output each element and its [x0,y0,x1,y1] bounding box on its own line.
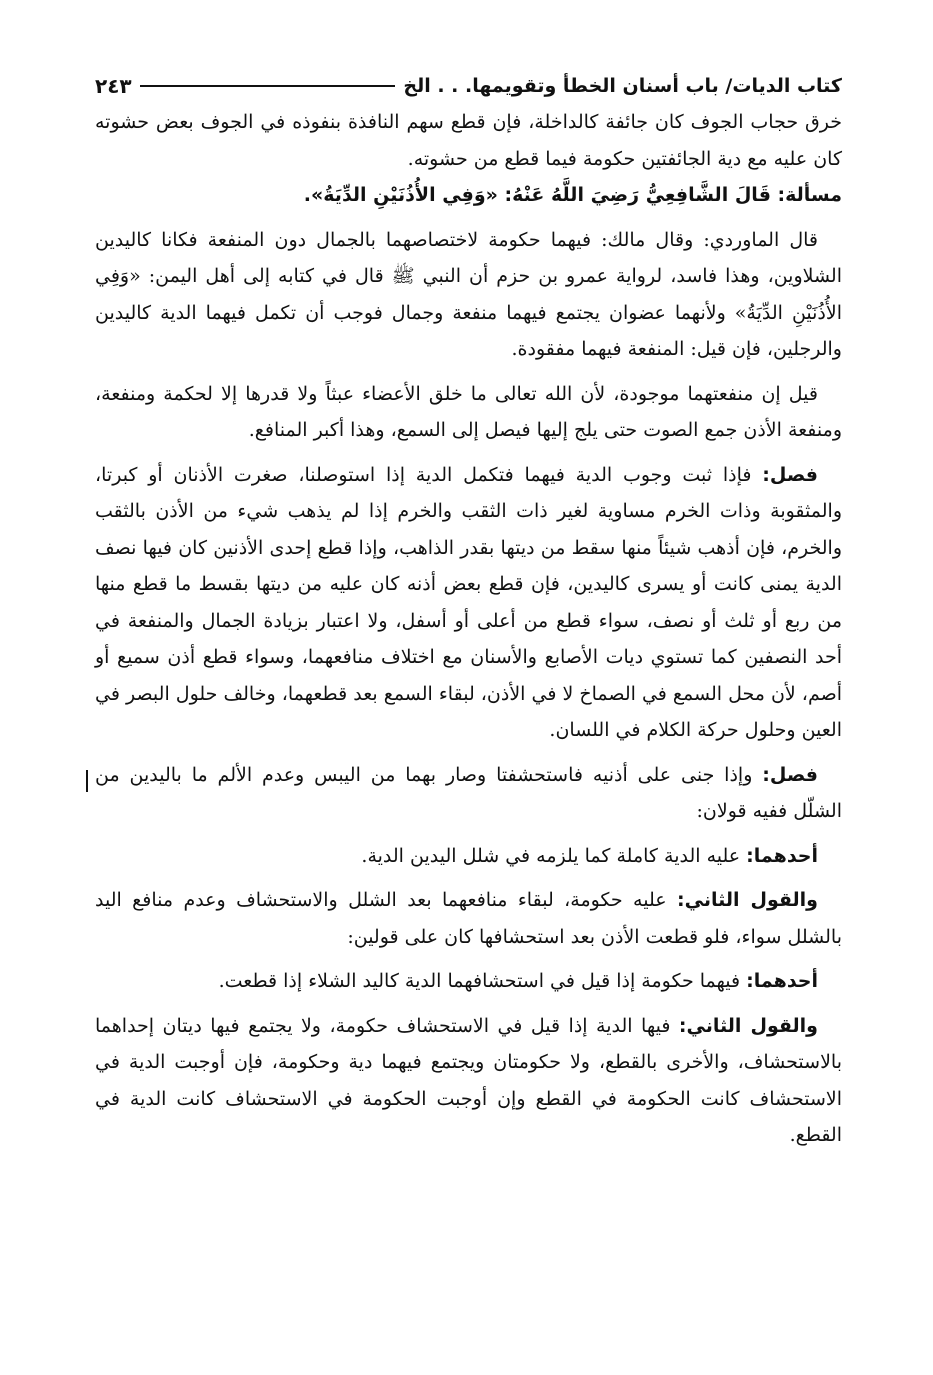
paragraph-1: خرق حجاب الجوف كان جائفة كالداخلة، فإن قطع سهم النافذة بنفوذه في الجوف بعض حشوته كان عليه مع دية الجائفتين حكومة فيما قطع من حشوته. [95,111,842,170]
page-number: ٢٤٣ [95,74,132,98]
paragraph-9-text: فيهما حكومة إذا قيل في استحشافهما الدية كاليد الشلاء إذا قطعت. [218,970,741,992]
paragraph-10-text: فيها الدية إذا قيل في الاستحشاف حكومة، ولا يجتمع فيها ديتان إحداهما بالاستحشاف، والأخرى بالقطع، ولا حكومتان ويجتمع فيهما دية وحكومة، فإن أوجبت الدية في الاستحشاف كانت الحكومة في القطع وإن أوجبت الحكومة في الاستحشاف كانت الدية في القطع. [95,1014,842,1146]
masala-heading: مسألة: قَالَ الشَّافِعِيُّ رَضِيَ اللَّهُ عَنْهُ: «وَفِي الأُذُنَيْنِ الدِّيَةُ». [303,184,842,206]
paragraph-7-text: عليه الدية كاملة كما يلزمه في شلل اليدين الدية. [361,844,741,867]
paragraph-8 [95,882,842,955]
first-opinion-label-2: أحدهما: [746,970,818,992]
second-opinion-label: والقول الثاني: [677,889,818,911]
page-body [95,104,842,1154]
margin-mark [86,770,88,792]
paragraph-7 [95,838,842,875]
fasl-label: فصل: [762,463,818,486]
paragraph-9 [95,963,842,1000]
header-rule [140,85,396,87]
paragraph-3: قال الماوردي: وقال مالك: فيهما حكومة لاختصاصهما بالجمال دون المنفعة فكانا كاليدين الشلاوين، وهذا فاسد، لرواية عمرو بن حزم أن النبي ﷺ قال في كتابه إلى أهل اليمن: «وَفِي الأُذُنَيْنِ الدِّيَةُ» ولأنهما عضوان يجتمع فيهما منفعة وجمال فوجب أن تكمل فيهما الدية كاليدين والرجلين، فإن قيل: المنفعة فيهما مفقودة. [95,228,842,360]
paragraph-5-text: فإذا ثبت وجوب الدية فيهما فتكمل الدية إذا استوصلنا، صغرت الأذنان أو كبرتا، والمثقوبة وذات الخرم مساوية لغير ذات الثقب والخرم إذا لم يذهب شيء من الأذن بالثقب والخرم، فإن أذهب شيئاً منها سقط من ديتها بقدر الذاهب، وإذا قطع إحدى الأذنين كان فيها نصف الدية يمنى كانت أو يسرى كاليدين، فإن قطع بعض أذنه كان عليه من ديتها بقسط ما قطع منها من ربع أو ثلث أو نصف، سواء قطع من أعلى أو أسفل، ولا اعتبار بزيادة الجمال والمنفعة في أحد النصفين كما تستوي ديات الأصابع والأسنان مع اختلاف منافعهما، وسواء قطع أذن سميع أو أصم، لأن محل السمع في الصماخ لا في الأذن، لبقاء السمع بعد قطعهما، وخالف حلول البصر في العين وحلول حركة الكلام في اللسان. [95,463,842,741]
first-opinion-label: أحدهما: [746,844,818,867]
fasl-label-2: فصل: [762,763,818,786]
second-opinion-label-2: والقول الثاني: [678,1014,818,1037]
paragraph-6 [95,757,842,830]
book-page [95,68,842,1154]
paragraph-5 [95,457,842,749]
paragraph-8-text: عليه حكومة، لبقاء منافعهما بعد الشلل والاستحشاف وعدم منافع اليد بالشلل سواء، فلو قطعت الأذن بعد استحشافها كان على قولين: [95,889,842,948]
chapter-title: كتاب الديات/ باب أسنان الخطأ وتقويمها. . . الخ [403,75,842,97]
paragraph-4: قيل إن منفعتهما موجودة، لأن الله تعالى ما خلق الأعضاء عبثاً ولا قدرها إلا لحكمة ومنفعة، ومنفعة الأذن جمع الصوت حتى يلج إليها فيصل إلى السمع، وهذا أكبر المنافع. [95,382,842,441]
paragraph-10 [95,1008,842,1154]
running-header [95,68,842,104]
paragraph-6-text: وإذا جنى على أذنيه فاستحشفتا وصار بهما من اليبس وعدم الألم ما باليدين من الشلّل ففيه قولان: [95,763,842,822]
